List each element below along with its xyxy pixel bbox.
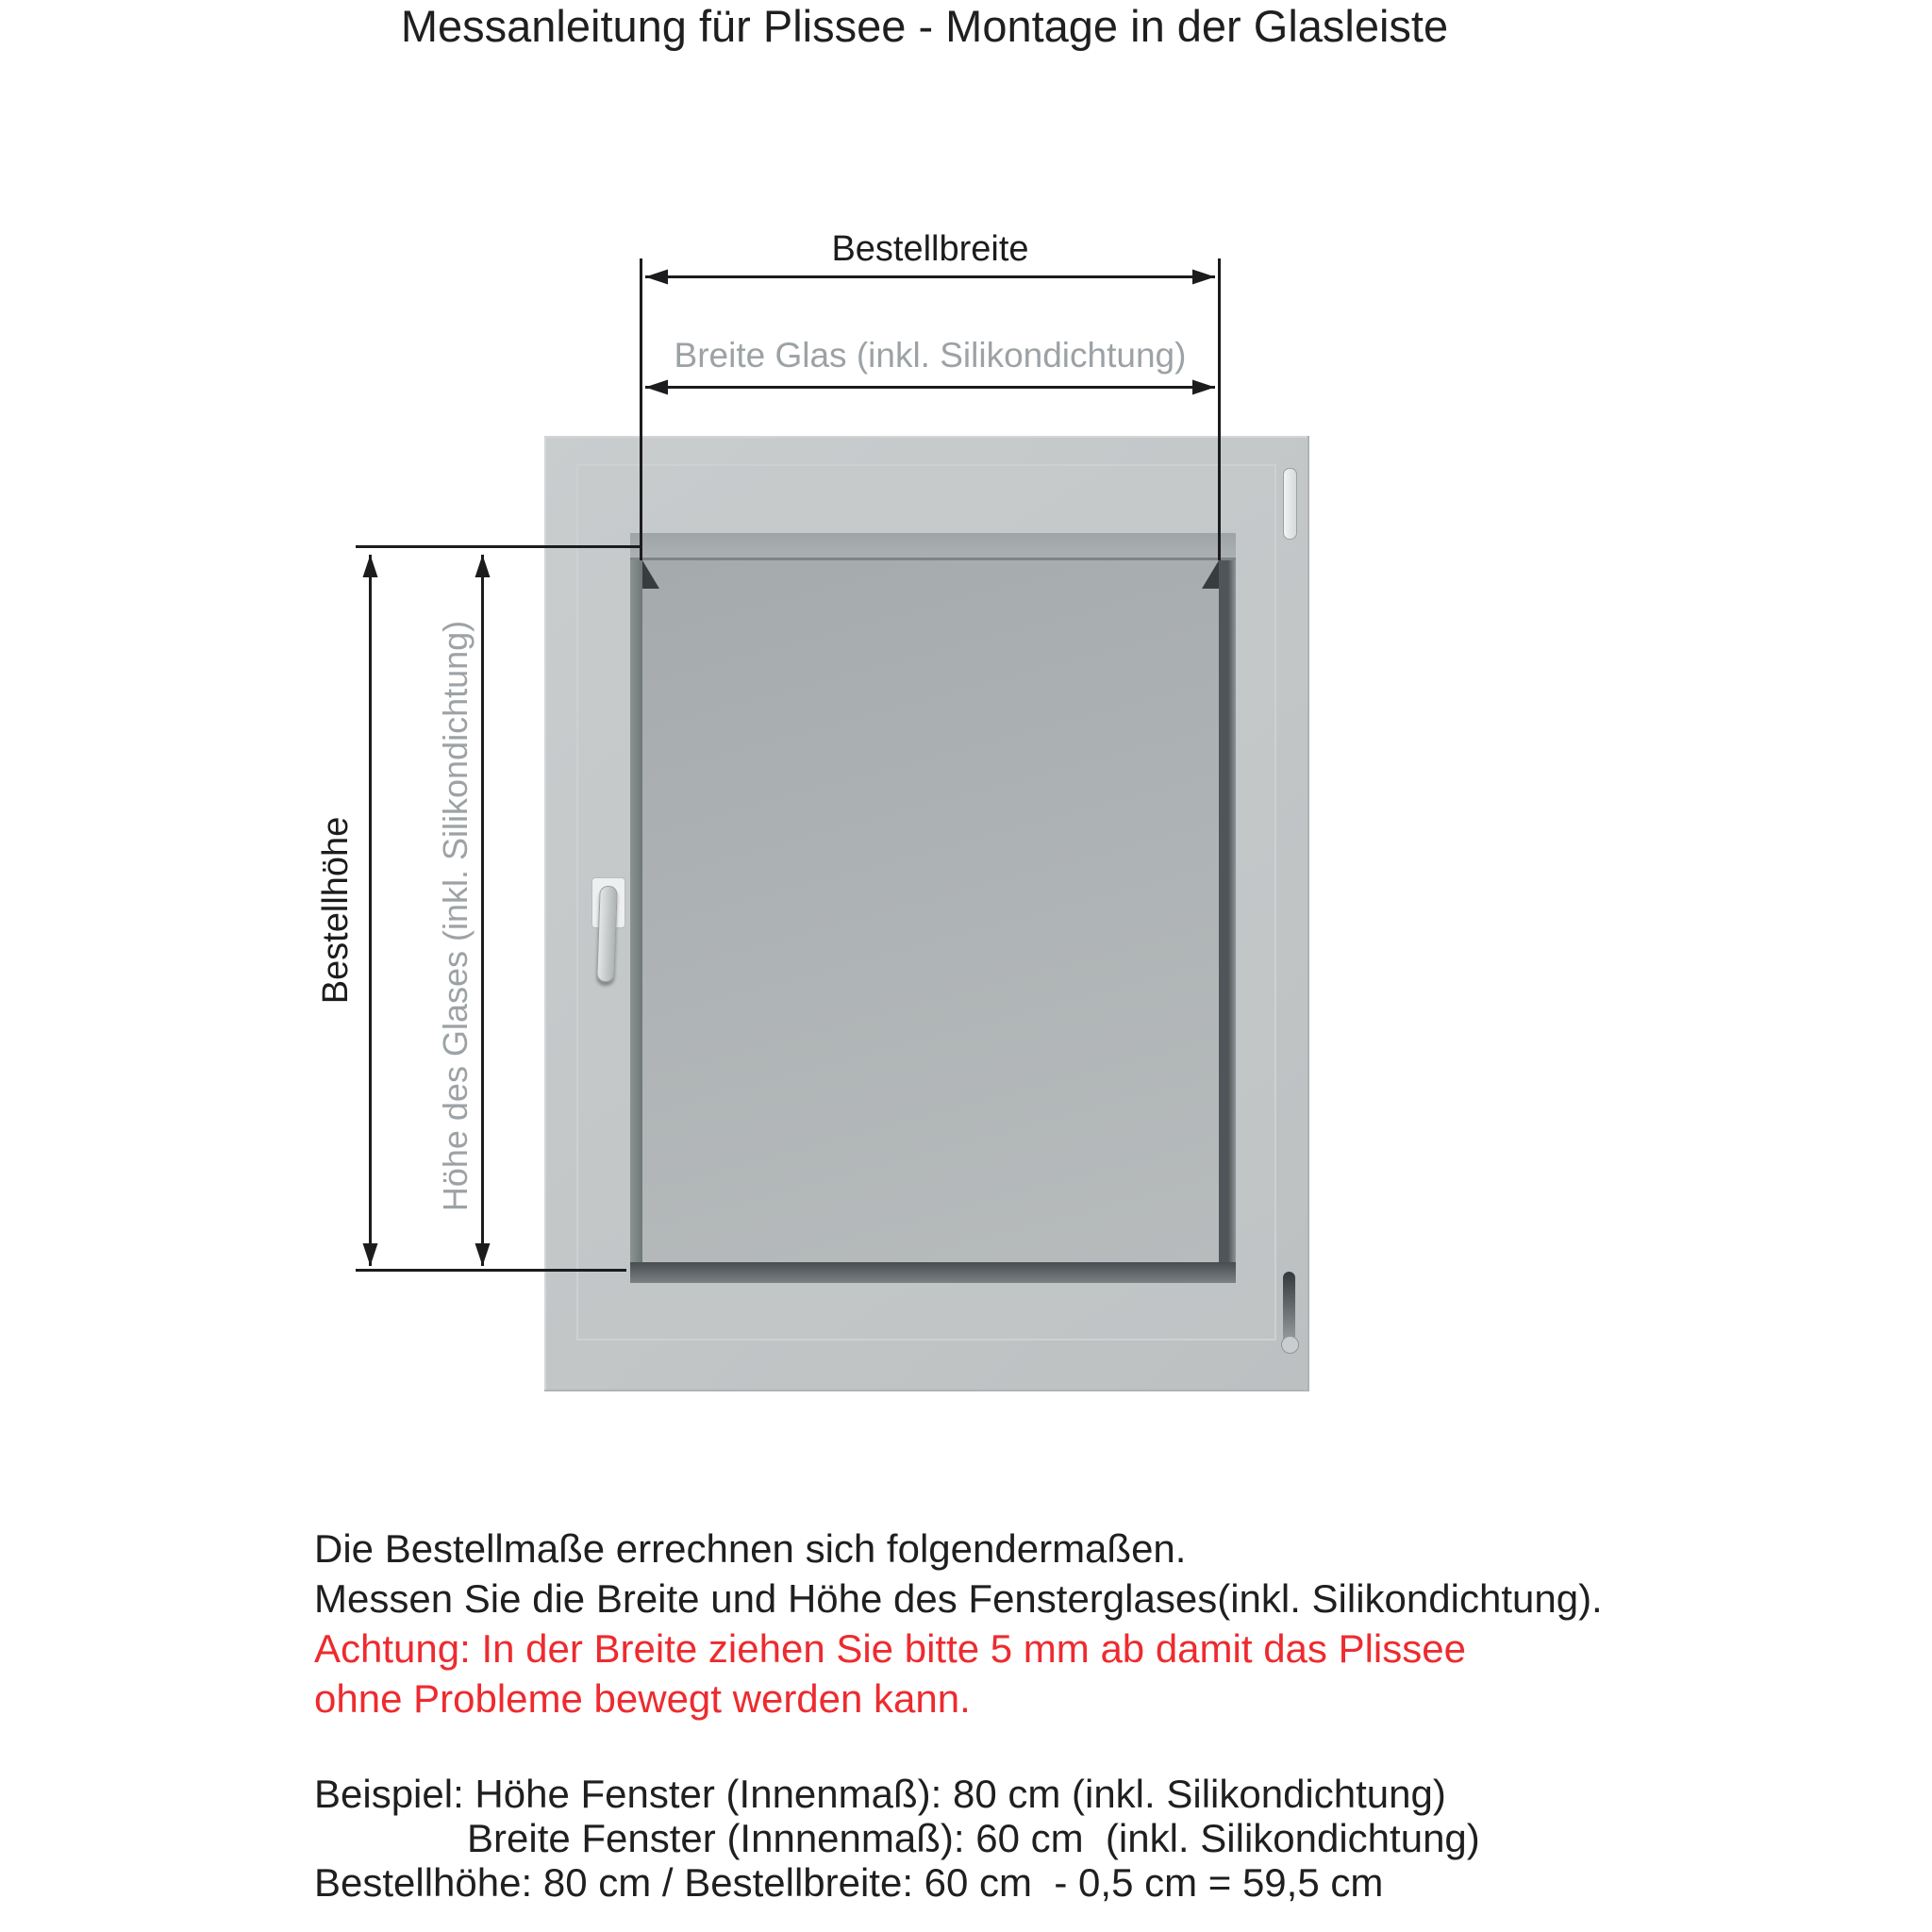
glass-width-label: Breite Glas (inkl. Silikondichtung) [674,336,1187,375]
instruction-line: Messen Sie die Breite und Höhe des Fensterglases(inkl. Silikondichtung). [314,1576,1603,1621]
glass-height-label: Höhe des Glases (inkl. Silikondichtung) [436,620,475,1212]
example-line: Breite Fenster (Innnenmaß): 60 cm (inkl. Silikondichtung) [467,1816,1480,1860]
order-height-label: Bestellhöhe [316,816,356,1005]
order-width-label: Bestellbreite [831,229,1029,269]
instruction-line: Die Bestellmaße errechnen sich folgendermaßen. [314,1526,1187,1571]
example-line: Bestellhöhe: 80 cm / Bestellbreite: 60 cm - 0,5 cm = 59,5 cm [314,1860,1384,1905]
instruction-warning-line: ohne Probleme bewegt werden kann. [314,1676,971,1721]
example-line: Beispiel: Höhe Fenster (Innenmaß): 80 cm (inkl. Silikondichtung) [314,1772,1446,1816]
example-text-block [314,1772,1480,1905]
instruction-warning-line: Achtung: In der Breite ziehen Sie bitte 5 mm ab damit das Plissee [314,1626,1466,1671]
instruction-text-block [314,1524,1603,1724]
page-title: Messanleitung für Plissee - Montage in der Glasleiste [400,1,1449,51]
